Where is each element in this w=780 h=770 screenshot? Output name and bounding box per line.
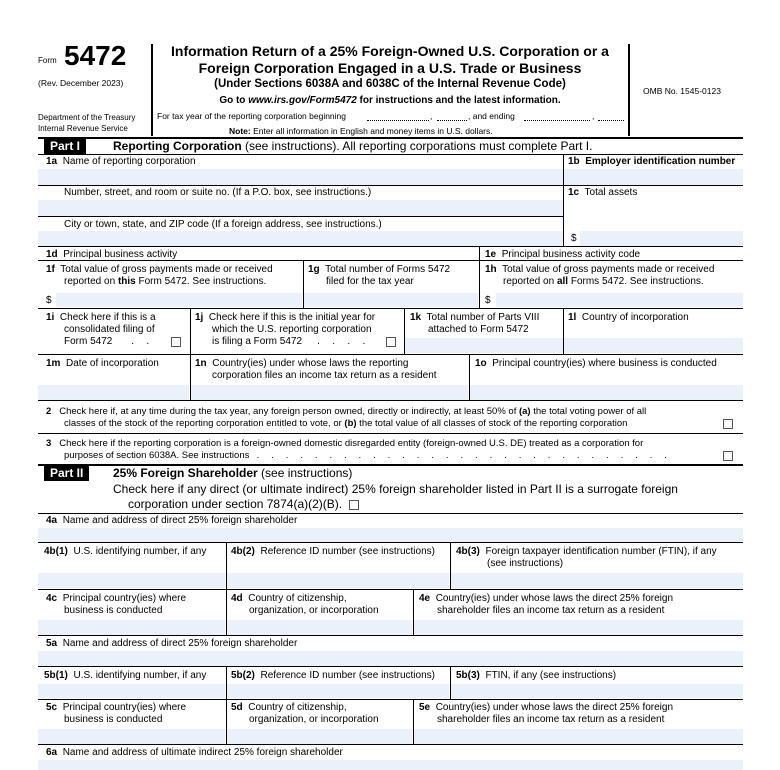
- header-divider-right: [628, 44, 630, 136]
- shareholder5-citizenship-field[interactable]: [227, 729, 412, 744]
- city-label: City or town, state, and ZIP code (If a foreign address, see instructions.): [64, 219, 382, 230]
- revision-date: (Rev. December 2023): [38, 78, 124, 88]
- line-1i: 1i Check here if this is a: [46, 312, 156, 323]
- total-assets-dollar: $: [571, 233, 577, 244]
- line-5b2: 5b(2) Reference ID number (see instructions): [231, 670, 435, 681]
- line-5e: 5e Country(ies) under whose laws the direct 25% foreign: [419, 702, 674, 713]
- gross-payments-this-field[interactable]: [56, 293, 302, 307]
- tax-year-beginning-label: For tax year of the reporting corporation beginning: [157, 111, 347, 121]
- line-4a: 4a Name and address of direct 25% foreign shareholder: [46, 515, 298, 526]
- shareholder5-ref-id-field[interactable]: [227, 684, 449, 698]
- dept-treasury: Department of the Treasury: [38, 113, 136, 122]
- form-subtitle: (Under Sections 6038A and 6038C of the Internal Revenue Code): [214, 78, 566, 90]
- line-4e: 4e Country(ies) under whose laws the direct 25% foreign: [419, 593, 674, 604]
- goto-instructions: [152, 94, 628, 107]
- irs-name: Internal Revenue Service: [38, 124, 128, 133]
- line-1l: 1l Country of incorporation: [568, 312, 689, 323]
- foreign-owned-de-checkbox[interactable]: [723, 451, 733, 461]
- foreign-ownership-50pct-checkbox[interactable]: [723, 419, 733, 429]
- shareholder4-tax-residence-field[interactable]: [414, 620, 743, 635]
- shareholder4-ref-id-field[interactable]: [227, 573, 449, 588]
- line-1j: 1j Check here if this is the initial year for: [195, 312, 376, 323]
- line-5c: 5c Principal country(ies) where: [46, 702, 187, 713]
- parts-viii-count-field[interactable]: [405, 338, 563, 353]
- line-4b1: 4b(1) U.S. identifying number, if any: [44, 546, 207, 557]
- irs-link[interactable]: www.irs.gov/Form5472: [248, 95, 357, 106]
- form-title-line2: Foreign Corporation Engaged in a U.S. Trade or Business: [198, 60, 582, 76]
- note-bold: Note:: [229, 126, 251, 136]
- shareholder4-citizenship-field[interactable]: [227, 620, 412, 635]
- shareholder5-name-address-field[interactable]: [38, 651, 743, 666]
- line-4b3: 4b(3) Foreign taxpayer identification number (FTIN), if any: [456, 546, 717, 557]
- surrogate-check-line2: corporation under section 7874(a)(2)(B).: [128, 497, 343, 511]
- shareholder5-us-id-field[interactable]: [38, 684, 225, 698]
- form-word: Form: [38, 56, 57, 65]
- tax-year-begin-year-field[interactable]: [437, 120, 467, 121]
- shareholder4-name-address-field[interactable]: [38, 528, 743, 542]
- principal-business-country-field[interactable]: [470, 385, 743, 400]
- tax-year-ending-label: , and ending: [468, 111, 515, 121]
- line-1d: 1d Principal business activity: [46, 249, 178, 260]
- tax-year-line: [157, 110, 346, 122]
- line-1f: 1f Total value of gross payments made or received: [46, 264, 273, 275]
- line-2: 2 Check here if, at any time during the tax year, any foreign person owned, directly or indirectly, at least 50% of (a) the total voting power of all: [46, 406, 647, 417]
- street-field[interactable]: [38, 200, 563, 216]
- line-1o: 1o Principal country(ies) where business is conducted: [475, 358, 717, 369]
- line-1b: 1b Employer identification number: [568, 156, 736, 167]
- shareholder5-business-country-field[interactable]: [38, 729, 225, 744]
- line-4c: 4c Principal country(ies) where: [46, 593, 187, 604]
- consolidated-filing-checkbox[interactable]: [171, 337, 181, 347]
- line-1k: 1k Total number of Parts VIII: [410, 312, 540, 323]
- part2-subtitle: (see instructions): [257, 466, 353, 480]
- initial-year-checkbox[interactable]: [386, 337, 396, 347]
- line-1e: 1e Principal business activity code: [485, 249, 641, 260]
- line-5a: 5a Name and address of direct 25% foreign shareholder: [46, 638, 298, 649]
- gross-payments-all-field[interactable]: [496, 293, 743, 307]
- tax-year-begin-field[interactable]: [367, 120, 429, 121]
- tax-year-end-year-field[interactable]: [598, 120, 624, 121]
- form-title-line1: Information Return of a 25% Foreign-Owned U.S. Corporation or a: [171, 43, 609, 59]
- surrogate-check-line1: Check here if any direct (or ultimate indirect) 25% foreign shareholder listed in Part II is a surrogate foreign: [113, 482, 678, 496]
- note-line: [229, 125, 493, 137]
- shareholder4-ftin-field[interactable]: [451, 573, 743, 588]
- date-of-incorporation-field[interactable]: [38, 385, 189, 400]
- goto-suffix: for instructions and the latest information.: [356, 95, 561, 106]
- col-divider-1b: [563, 154, 564, 246]
- part2-heading: [113, 465, 352, 481]
- total-assets-field[interactable]: [580, 231, 743, 246]
- line-1m: 1m Date of incorporation: [46, 358, 159, 369]
- line-1g: 1g Total number of Forms 5472: [308, 264, 451, 275]
- line-1h: 1h Total value of gross payments made or received: [485, 264, 715, 275]
- country-of-incorporation-field[interactable]: [564, 338, 743, 353]
- part1-heading: [113, 138, 592, 154]
- ultimate-shareholder-name-address-field[interactable]: [38, 760, 743, 770]
- shareholder5-tax-residence-field[interactable]: [414, 729, 743, 744]
- line-1n: 1n Country(ies) under whose laws the reporting: [195, 358, 409, 369]
- line-5d: 5d Country of citizenship,: [231, 702, 347, 713]
- part2-tag: Part II: [44, 465, 89, 481]
- part1-tag: Part I: [44, 138, 86, 154]
- form-5472-page: Form 5472 (Rev. December 2023) Department of the Treasury Internal Revenue Service Information Return of a 25% Foreign-Owned U.S. Corporation or a Foreign Corporation Engaged in a U.S. Trade or Business (Under Sections 6038A and 6038C of the Internal Revenue Code) Go to www.irs.gov/Form5472 for instructions and the latest information. For tax year of the reporting corporation beginning , , and ending , Note: Enter all information in English and money items in U.S. dollars. OMB No. 1545-0123 Part I Reporting Corporation (see instructions). All reporting corporations must complete Part I. 1a Name of reporting corporation 1b Employer identification number Number, street, and room or suite no. (If a P.O. box, see instructions.) 1c Total assets City or town, state, and ZIP code (If a foreign address, see instructions.) $ 1d Principal business activity 1e Principal business activity code 1f Total value of gross payments made or received reported on this Form 5472. See instructions. 1g Total number of Forms 5472 filed for the tax year 1h Total value of gross payments made or received reported on all Forms 5472. See instructions. $ $ 1i Check here if this is a consolidated filing of Form 5472 . . 1j Check here if this is the initial year for which the U.S. reporting corporation is filing a Form 5472 . . . . 1k Total number of Parts VIII attached to Form 5472 1l Country of incorporation 1m Date of incorporation 1n Country(ies) under whose laws the reporting corporation files an income tax return as a resident 1o Principal country(ies) where business is conducted 2 Check here if, at any time during the tax year, any foreign person owned, directly or indirectly, at least 50% of (a) the total voting power of all classes of the stock of the reporting corporation entitled to vote, or (b) the total value of all classes of stock of the reporting corporation 3 Check here if the reporting corporation is a foreign-owned domestic disregarded entity (foreign-owned U.S. DE) treated as a corporation for purposes of section 6038A. See instructions . . . . . . . . . . . . . . . . . . . . . . . . . . . . . Part II 25% Foreign Shareholder (see instructions) Check here if any direct (or ultimate indirect) 25% foreign shareholder listed in Part II is a surrogate foreign corporation under section 7874(a)(2)(B). 4a Name and address of direct 25% foreign shareholder 4b(1) U.S. identifying number, if any 4b(2) Reference ID number (see instructions) 4b(3) Foreign taxpayer identification number (FTIN), if any (see instructions) 4c Principal country(ies) where business is conducted 4d Country of citizenship, organization, or incorporation 4e Country(ies) under whose laws the direct 25% foreign shareholder files an income tax return as a resident 5a Name and address of direct 25% foreign shareholder 5b(1) U.S. identifying number, if any 5b(2) Reference ID number (see instructions) 5b(3) FTIN, if any (see instructions) 5c Principal country(ies) where business is conducted 5d Country of citizenship, organization, or incorporation 5e Country(ies) under whose laws the direct 25% foreign shareholder files an income tax return as a resident 6a Name and address of ultimate indirect 25% foreign shareholder: [0, 0, 780, 770]
- line-6a: 6a Name and address of ultimate indirect 25% foreign shareholder: [46, 747, 343, 758]
- shareholder4-business-country-field[interactable]: [38, 620, 225, 635]
- surrogate-foreign-corp-checkbox[interactable]: [349, 500, 359, 510]
- shareholder4-us-id-field[interactable]: [38, 573, 225, 588]
- omb-number: OMB No. 1545-0123: [643, 86, 721, 96]
- line-5b3: 5b(3) FTIN, if any (see instructions): [456, 670, 617, 681]
- line-3: 3 Check here if the reporting corporation is a foreign-owned domestic disregarded entity (foreign-owned U.S. DE) treated as a corporation for: [46, 438, 644, 449]
- line-1c: 1c Total assets: [568, 187, 638, 198]
- street-label: Number, street, and room or suite no. (If a P.O. box, see instructions.): [64, 187, 372, 198]
- tax-residence-country-field[interactable]: [191, 385, 468, 400]
- shareholder5-ftin-field[interactable]: [451, 684, 743, 698]
- part1-title: Reporting Corporation: [113, 139, 242, 153]
- line-5b1: 5b(1) U.S. identifying number, if any: [44, 670, 207, 681]
- goto-prefix: Go to: [219, 95, 249, 106]
- reporting-corp-name-field[interactable]: [38, 169, 563, 185]
- form-number: 5472: [64, 40, 127, 71]
- line-4b2: 4b(2) Reference ID number (see instructions): [231, 546, 435, 557]
- part1-subtitle: (see instructions). All reporting corporations must complete Part I.: [241, 139, 593, 153]
- ein-field[interactable]: [564, 169, 743, 185]
- line-4d: 4d Country of citizenship,: [231, 593, 347, 604]
- part2-title: 25% Foreign Shareholder: [113, 466, 258, 480]
- city-field[interactable]: [38, 231, 563, 246]
- line-1a: 1a Name of reporting corporation: [46, 156, 196, 167]
- forms-filed-count-field[interactable]: [304, 293, 478, 307]
- note-text: Enter all information in English and money items in U.S. dollars.: [250, 126, 493, 136]
- tax-year-end-field[interactable]: [524, 120, 590, 121]
- part1-heading-rule: [38, 154, 743, 155]
